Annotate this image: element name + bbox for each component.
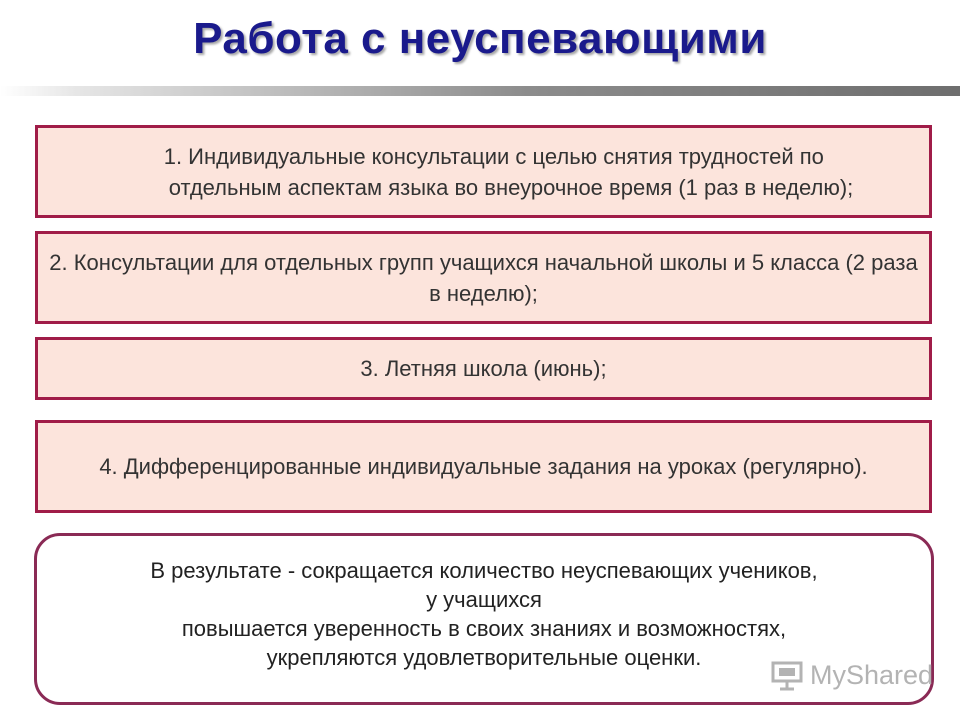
title-divider (0, 86, 960, 96)
result-line-3: повышается уверенность в своих знаниях и возможностях, (181, 616, 787, 641)
list-item-3 (35, 337, 932, 400)
slide-title: Работа с неуспевающими (193, 14, 767, 63)
list-item-1-line1: 1. Индивидуальные консультации с целью снятия трудностей по (163, 143, 824, 169)
result-line-4: укрепляются удовлетворительные оценки. (266, 645, 702, 670)
list-item-1 (35, 125, 932, 218)
list-item-1-text (114, 141, 854, 203)
watermark-text: MyShared (810, 659, 934, 690)
result-line-2: у учащихся (426, 587, 542, 612)
result-line-1: В результате - сокращается количество неуспевающих учеников, (150, 558, 818, 583)
list-item-2-text: 2. Консультации для отдельных групп учащихся начальной школы и 5 класса (2 раза в неделю); (49, 249, 918, 306)
list-item-4-text: 4. Дифференцированные индивидуальные задания на уроках (регулярно). (99, 454, 868, 479)
list-item-2 (35, 231, 932, 324)
watermark (770, 655, 933, 695)
presentation-board-icon (770, 658, 804, 692)
list-item-4 (35, 420, 932, 513)
list-item-3-text: 3. Летняя школа (июнь); (360, 356, 607, 381)
list-item-1-line2: отдельным аспектам языка во внеурочное время (1 раз в неделю); (168, 174, 854, 200)
